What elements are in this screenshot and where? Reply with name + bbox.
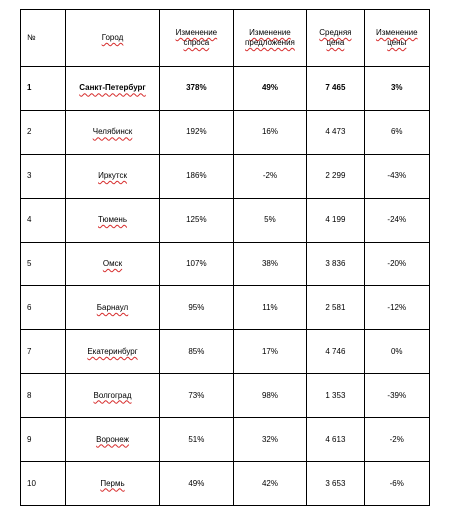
cell-number: 1 xyxy=(21,67,66,111)
table-row xyxy=(21,154,430,198)
cell-price-change: 3% xyxy=(364,67,429,111)
cell-supply-change: 5% xyxy=(233,198,307,242)
cell-supply-change: 98% xyxy=(233,374,307,418)
cell-city: Челябинск xyxy=(65,110,159,154)
cell-price-change: -2% xyxy=(364,418,429,462)
cell-price-change: 0% xyxy=(364,330,429,374)
cell-supply-change: 49% xyxy=(233,67,307,111)
cell-city: Пермь xyxy=(65,462,159,506)
cell-city: Воронеж xyxy=(65,418,159,462)
cell-price-change: -20% xyxy=(364,242,429,286)
cell-demand-change: 378% xyxy=(160,67,234,111)
cell-average-price: 2 299 xyxy=(307,154,364,198)
cell-demand-change: 51% xyxy=(160,418,234,462)
cell-number: 4 xyxy=(21,198,66,242)
data-table xyxy=(20,9,430,506)
cell-city: Екатеринбург xyxy=(65,330,159,374)
cell-supply-change: 17% xyxy=(233,330,307,374)
cell-city: Иркутск xyxy=(65,154,159,198)
cell-average-price: 3 653 xyxy=(307,462,364,506)
cell-average-price: 4 613 xyxy=(307,418,364,462)
cell-average-price: 3 836 xyxy=(307,242,364,286)
cell-city: Омск xyxy=(65,242,159,286)
cell-city: Тюмень xyxy=(65,198,159,242)
cell-price-change: 6% xyxy=(364,110,429,154)
cell-number: 10 xyxy=(21,462,66,506)
table-row xyxy=(21,242,430,286)
cell-demand-change: 49% xyxy=(160,462,234,506)
cell-number: 9 xyxy=(21,418,66,462)
header-demand-change: Изменение спроса xyxy=(160,10,234,67)
cell-number: 5 xyxy=(21,242,66,286)
header-price-change: Изменение цены xyxy=(364,10,429,67)
cell-price-change: -12% xyxy=(364,286,429,330)
cell-number: 2 xyxy=(21,110,66,154)
cell-number: 7 xyxy=(21,330,66,374)
cell-number: 6 xyxy=(21,286,66,330)
cell-average-price: 1 353 xyxy=(307,374,364,418)
table-row xyxy=(21,462,430,506)
table-row xyxy=(21,374,430,418)
cell-demand-change: 107% xyxy=(160,242,234,286)
table-row xyxy=(21,330,430,374)
table-row xyxy=(21,110,430,154)
header-city: Город xyxy=(65,10,159,67)
header-supply-change: Изменение предложения xyxy=(233,10,307,67)
header-row xyxy=(21,10,430,67)
table-body xyxy=(21,67,430,506)
table-row xyxy=(21,67,430,111)
cell-average-price: 7 465 xyxy=(307,67,364,111)
cell-price-change: -39% xyxy=(364,374,429,418)
header-number: № xyxy=(21,10,66,67)
cell-supply-change: -2% xyxy=(233,154,307,198)
cell-number: 3 xyxy=(21,154,66,198)
cell-average-price: 4 473 xyxy=(307,110,364,154)
cell-number: 8 xyxy=(21,374,66,418)
cell-demand-change: 85% xyxy=(160,330,234,374)
cell-price-change: -6% xyxy=(364,462,429,506)
cell-supply-change: 11% xyxy=(233,286,307,330)
cell-supply-change: 38% xyxy=(233,242,307,286)
table-row xyxy=(21,418,430,462)
cell-supply-change: 16% xyxy=(233,110,307,154)
cell-city: Волгоград xyxy=(65,374,159,418)
cell-price-change: -24% xyxy=(364,198,429,242)
cell-city: Барнаул xyxy=(65,286,159,330)
cell-supply-change: 42% xyxy=(233,462,307,506)
cell-demand-change: 186% xyxy=(160,154,234,198)
table-row xyxy=(21,198,430,242)
cell-supply-change: 32% xyxy=(233,418,307,462)
table-row xyxy=(21,286,430,330)
cell-city: Санкт-Петербург xyxy=(65,67,159,111)
cell-demand-change: 73% xyxy=(160,374,234,418)
cell-demand-change: 125% xyxy=(160,198,234,242)
cell-demand-change: 192% xyxy=(160,110,234,154)
cell-average-price: 2 581 xyxy=(307,286,364,330)
cell-price-change: -43% xyxy=(364,154,429,198)
cell-average-price: 4 746 xyxy=(307,330,364,374)
cell-demand-change: 95% xyxy=(160,286,234,330)
cell-average-price: 4 199 xyxy=(307,198,364,242)
header-average-price: Средняя цена xyxy=(307,10,364,67)
